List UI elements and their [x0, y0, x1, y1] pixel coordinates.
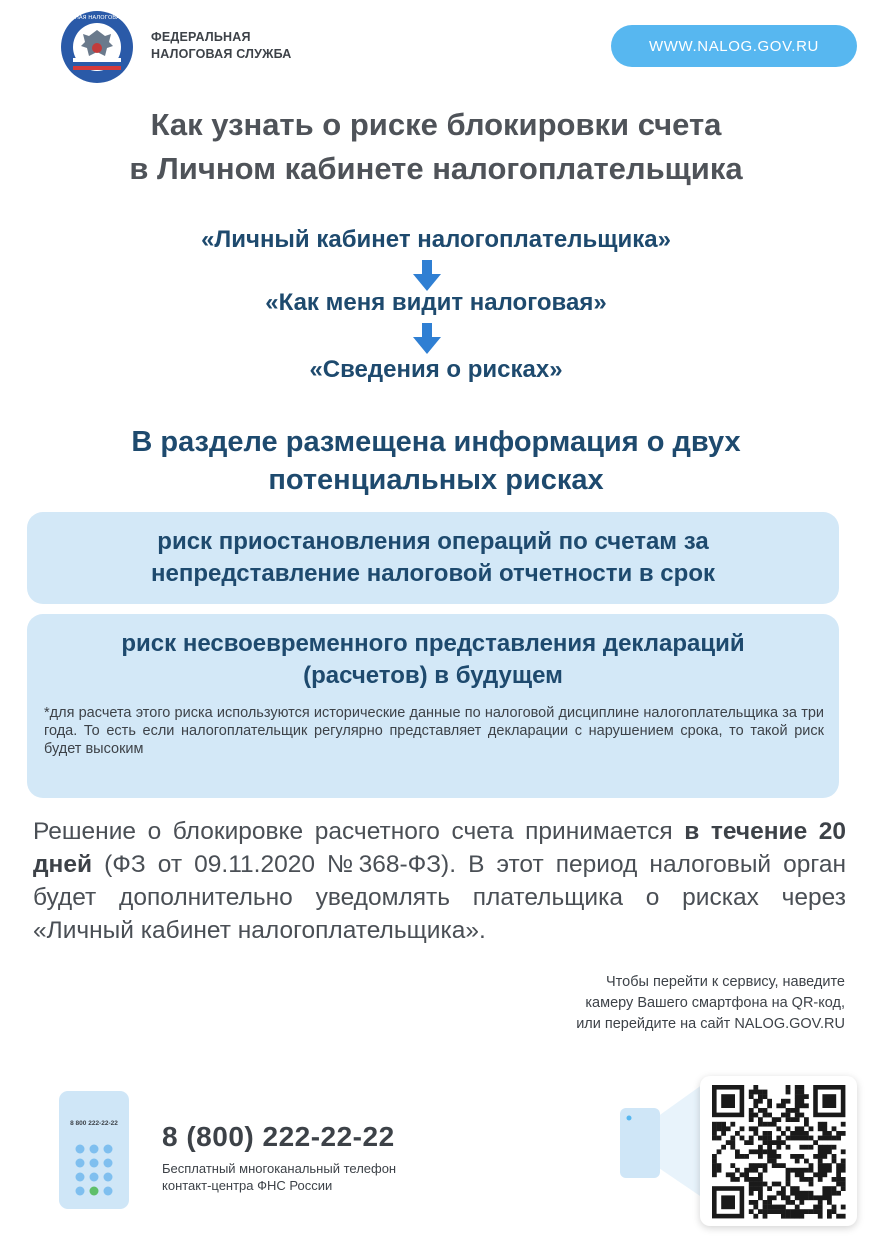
org-name-line2: НАЛОГОВАЯ СЛУЖБА: [151, 47, 292, 61]
risk-box-suspension-text: [27, 512, 839, 590]
phone-icon: [59, 1091, 129, 1209]
section-subtitle-line1: В разделе размещена информация о двух: [131, 426, 741, 458]
site-link-button[interactable]: WWW.NALOG.GOV.RU: [611, 25, 857, 67]
paragraph-part2: (ФЗ от 09.11.2020 №368-ФЗ). В этот период налоговый орган будет дополнительно уведомлять плательщика о рисках через «Личный кабинет налогоплательщика».: [33, 851, 846, 944]
qr-hint-line3: или перейдите на сайт NALOG.GOV.RU: [576, 1016, 845, 1032]
risk2-line1: риск несвоевременного представления деклараций: [121, 630, 745, 657]
step-how-tax-sees-me: «Как меня видит налоговая»: [265, 289, 607, 316]
risk2-footnote: *для расчета этого риска используются исторические данные по налоговой дисциплине налогоплательщика за три года. То есть если налогоплательщик регулярно представляет декларации с нарушением срока, то такой риск будет высоким: [44, 705, 824, 757]
page-title-line1: Как узнать о риске блокировки счета: [150, 107, 722, 142]
risk2-line2: (расчетов) в будущем: [303, 662, 563, 689]
step-personal-cabinet: «Личный кабинет налогоплательщика»: [201, 226, 671, 253]
qr-code-card[interactable]: [700, 1076, 857, 1226]
qr-code-icon: [700, 1076, 857, 1226]
paragraph-bold-term: в течение 20 дней: [33, 818, 846, 878]
page-title: [0, 103, 872, 191]
hotline-phone[interactable]: 8 (800) 222-22-22: [162, 1121, 395, 1152]
risk-box-late-declaration-text: [27, 614, 839, 692]
org-name-line1: ФЕДЕРАЛЬНАЯ: [151, 30, 251, 44]
paragraph-part1: Решение о блокировке расчетного счета принимается: [33, 818, 685, 845]
hotline-description-line1: Бесплатный многоканальный телефон: [162, 1161, 397, 1176]
qr-hint-line1: Чтобы перейти к сервису, наведите: [606, 974, 845, 990]
hotline-description: [162, 1160, 396, 1194]
fns-emblem-icon: [43, 10, 151, 84]
arrow-down-icon: [413, 323, 441, 355]
section-subtitle-line2: потенциальных рисках: [268, 464, 604, 496]
qr-hint-line2: камеру Вашего смартфона на QR-код,: [585, 995, 845, 1011]
step-risk-info: «Сведения о рисках»: [309, 356, 563, 383]
risk1-line2: непредставление налоговой отчетности в срок: [151, 560, 715, 587]
section-subtitle: [0, 423, 872, 499]
org-name: [151, 29, 292, 63]
risk1-line1: риск приостановления операций по счетам за: [157, 528, 709, 555]
phone-icon-number: 8 800 222-22-22: [70, 1120, 118, 1127]
risk-box-suspension: [27, 512, 839, 604]
blocking-decision-paragraph: [33, 815, 846, 947]
page-title-line2: в Личном кабинете налогоплательщика: [129, 151, 743, 186]
qr-hint: [480, 972, 845, 1035]
hotline-description-line2: контакт-центра ФНС России: [162, 1178, 333, 1193]
smartphone-icon: [620, 1108, 660, 1178]
arrow-down-icon: [413, 260, 441, 292]
logo-ring-text: ФЕДЕРАЛЬНАЯ НАЛОГОВАЯ СЛУЖБА: [43, 15, 151, 21]
